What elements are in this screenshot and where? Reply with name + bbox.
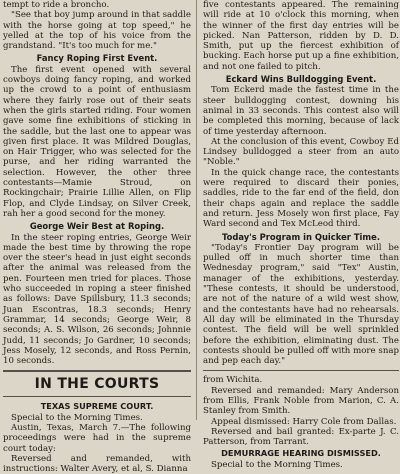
- headline-divider: [3, 396, 191, 397]
- paragraph: Special to the Morning Times.: [211, 459, 343, 470]
- left-column: [3, 0, 191, 474]
- section-heading: Eckard Wins Bulldogging Event.: [225, 74, 377, 85]
- paragraph: Reversed and remanded, with instructions: Walter Avery, et al, S. Dianna: [3, 453, 191, 474]
- courts-headline: IN THE COURTS: [34, 376, 160, 393]
- column-rule: [196, 0, 197, 420]
- paragraph: five contestants appeared. The remaining will ride at 10 o'clock this morning, when the winner of the first day entries will be picked. Nan Patterson, ridden by D. D. Smith, put up the fiercest exhibition of bucking. Each horse put up a fine exhibition, and not one failed to pitch.: [203, 0, 399, 72]
- paragraph: tempt to ride a broncho.: [3, 0, 110, 10]
- paragraph: Special to the Morning Times.: [11, 412, 143, 423]
- paragraph: Reversed and remanded: Mary Anderson from Ellis, Frank Noble from Marion, C. A. Stanley from Smith.: [203, 385, 399, 417]
- paragraph: At the conclusion of this event, Cowboy Ed Lindsey bulldogged a steer from an auto "Noble.": [203, 136, 399, 168]
- courts-subheading: TEXAS SUPREME COURT.: [40, 401, 154, 412]
- section-heading: George Weir Best at Roping.: [29, 221, 165, 232]
- paragraph: "Today's Frontier Day program will be pulled off in much shorter time than Wednesday program," said "Tex" Austin, manager of the exhibitions, yesterday. "These contests, it should be understood, are not of the nature of a wild west show, and the contestants have had no rehearsals. All day will be eliminated in the Thursday contest. The field will be well sprinkled before the exhibition, eliminating dust. The contests should be pulled off with more snap and pep each day.": [203, 242, 399, 367]
- demurrage-heading: DEMURRAGE HEARING DISMISSED.: [221, 448, 381, 459]
- paragraph: Appeal dismissed: Harry Cole from Dallas.: [211, 416, 397, 427]
- paragraph: from Wichita.: [203, 375, 263, 386]
- paragraph: Reversed and bail granted: Ex-parte J. C. Patterson, from Tarrant.: [203, 426, 399, 448]
- section-heading: Today's Program in Quicker Time.: [221, 231, 380, 242]
- paragraph: The first event opened with several cowboys doing fancy roping, and worked up the crowd to a point of enthusiasm where they fairly rose out of their seats when the girls started riding. Four women gave some fine exhibitions of sticking in the saddle, but the last one to appear was given first place. It was Mildred Douglas, on Hair Trigger, who was selected for the purse, and her riding warranted the selection. However, the other three contestants—Mamie Stroud, on Rockingchair; Prairie Lillie Allen, on Flip Flop, and Clyde Lindsay, on Silver Creek, rah her a good second for the money.: [3, 64, 191, 219]
- paragraph: Austin, Texas, March 7.—The following proceedings were had in the supreme court today:: [3, 422, 191, 454]
- paragraph: In the steer roping entries, George Weir made the best time by throwing the rope over the steer's head in just eight seconds after the animal was released from the pen. Fourteen men tried for places. Those who succeeded in roping a steer finished as follows: Dave Spillsbury, 11.3 seconds; Juan Escontras, 18.3 seconds; Henry Grammar, 14 seconds; George Weir, 8 seconds; A. S. Wilson, 26 seconds; Johnnie Judd, 11 seconds; Jo Gardner, 10 seconds; Jess Mosely, 12 seconds, and Ross Pernin, 10 seconds.: [3, 232, 191, 367]
- section-heading: Fancy Roping First Event.: [36, 53, 158, 64]
- paragraph: Tom Eckerd made the fastest time in the steer bulldogging contest, downing his animal in 33 seconds. This contest also will be completed this morning, because of lack of time yesterday afternoon.: [203, 85, 399, 137]
- section-divider: [203, 370, 399, 371]
- paragraph: "See that boy jump around in that saddle with the horse going at top speed," he yelled at the top of his voice from the grandstand. "It's too much for me.": [3, 10, 191, 52]
- section-divider: [3, 370, 191, 372]
- right-column: [203, 0, 399, 470]
- paragraph: In the quick change race, the contestants were required to discard their ponies, saddles, ride to the far end of the field, don their chaps again and replace the saddle and return. Jess Mosely won first place, Fay Ward second and Tex McLeod third.: [203, 167, 399, 230]
